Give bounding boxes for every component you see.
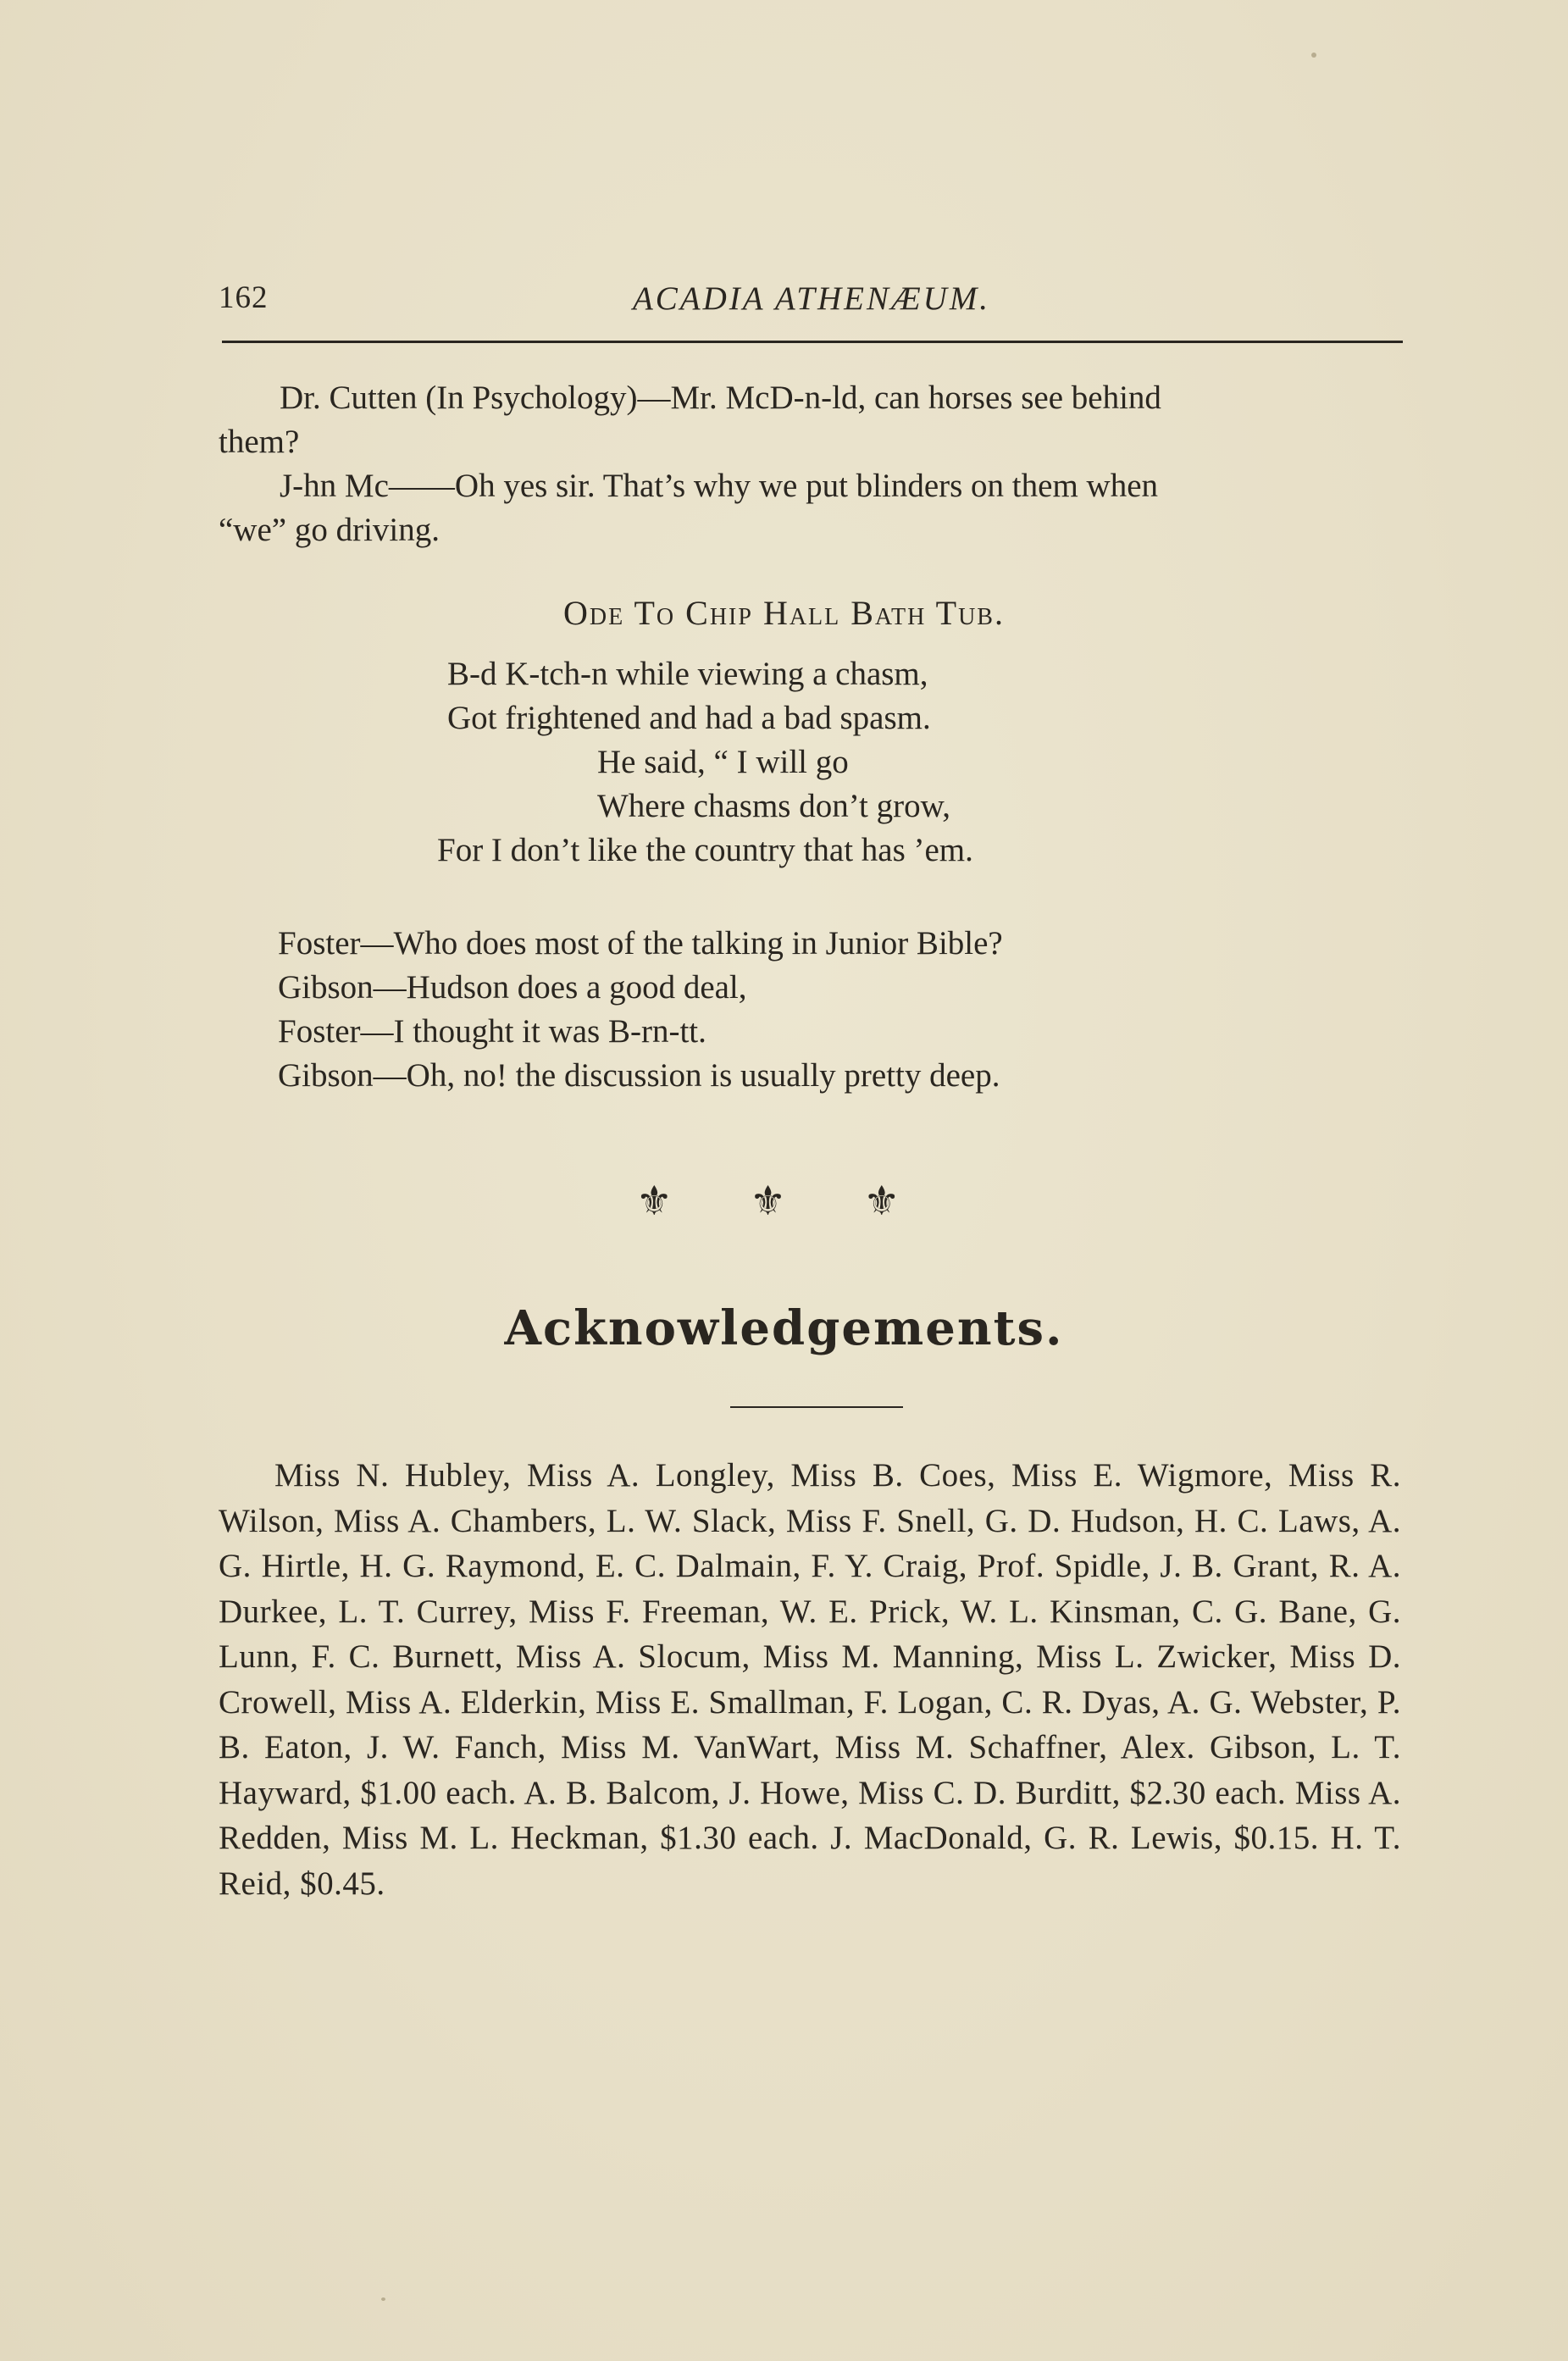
poem-line: Where chasms don’t grow, xyxy=(597,788,950,824)
poem-line: B-d K-tch-n while viewing a chasm, xyxy=(447,656,928,692)
dialogue-line: “we” go driving. xyxy=(219,512,440,548)
page-number: 162 xyxy=(219,280,269,315)
dialogue-line: them? xyxy=(219,424,300,460)
header-rule xyxy=(222,341,1403,343)
acknowledgements-body: Miss N. Hubley, Miss A. Longley, Miss B. Coes, Miss E. Wigmore, Miss R. Wilson, Miss A. Chambers, L. W. Slack, Miss F. Snell, G. D. Hudson, H. C. Laws, A. G. Hirtle, H. G. Raymond, E. C. Dalmain, F. Y. Craig, Prof. Spidle, J. B. Grant, R. A. Durkee, L. T. Currey, Miss F. Freeman, W. E. Prick, W. L. Kinsman, C. G. Bane, G. Lunn, F. C. Burnett, Miss A. Slocum, Miss M. Manning, Miss L. Zwicker, Miss D. Crowell, Miss A. Elderkin, Miss E. Smallman, F. Logan, C. R. Dyas, A. G. Webster, P. B. Eaton, J. W. Fanch, Miss M. VanWart, Miss M. Schaffner, Alex. Gibson, L. T. Hayward, $1.00 each. A. B. Balcom, J. Howe, Miss C. D. Burditt, $2.30 each. Miss A. Redden, Miss M. L. Heckman, $1.30 each. J. MacDonald, G. R. Lewis, $0.15. H. T. Reid, $0.45. xyxy=(219,1457,1401,1902)
fleuron-ornament: ⚜ ⚜ ⚜ xyxy=(635,1178,933,1225)
poem-line: He said, “ I will go xyxy=(597,744,849,780)
paper-speck xyxy=(1311,53,1316,58)
poem-line: For I don’t like the country that has ’em. xyxy=(437,832,973,868)
paper-speck xyxy=(381,2297,385,2301)
poem-title: Ode To Chip Hall Bath Tub. xyxy=(563,594,1005,632)
dialogue-line: Gibson—Oh, no! the discussion is usually pretty deep. xyxy=(278,1057,1000,1094)
journal-title: ACADIA ATHENÆUM. xyxy=(632,280,991,317)
dialogue-line: J-hn Mc——Oh yes sir. That’s why we put blinders on them when xyxy=(280,468,1159,504)
dialogue-line: Foster—I thought it was B-rn-tt. xyxy=(278,1013,706,1050)
dialogue-line: Gibson—Hudson does a good deal, xyxy=(278,969,747,1006)
dialogue-line: Foster—Who does most of the talking in Junior Bible? xyxy=(278,925,1003,962)
running-head xyxy=(219,280,1405,322)
dialogue-line: Dr. Cutten (In Psychology)—Mr. McD-n-ld, can horses see behind xyxy=(280,380,1161,416)
poem-line: Got frightened and had a bad spasm. xyxy=(447,700,931,736)
heading-rule xyxy=(730,1406,903,1408)
acknowledgements-heading: Acknowledgements. xyxy=(504,1300,1064,1356)
